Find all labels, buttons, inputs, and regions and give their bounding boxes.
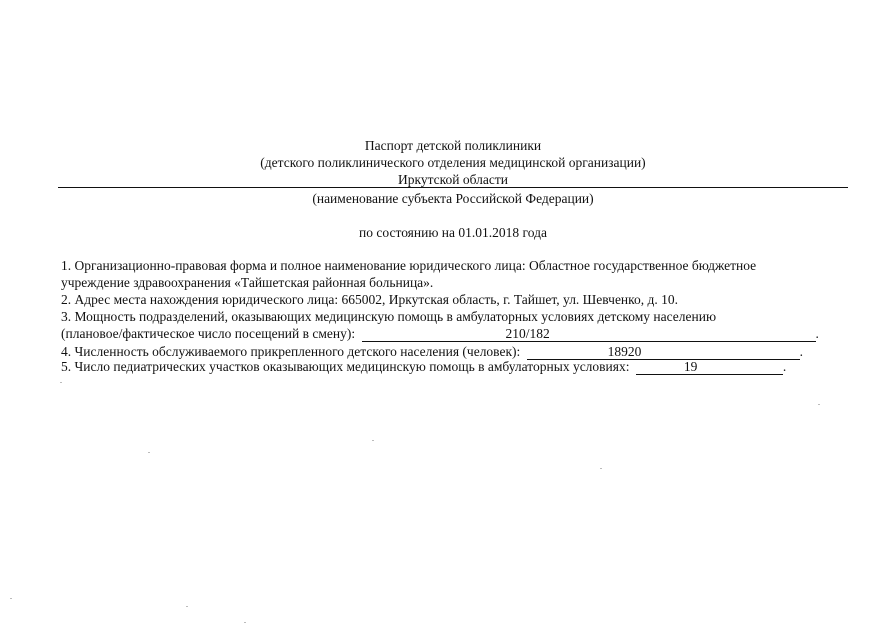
item-5-line (61, 358, 786, 375)
document-subtitle: (детского поликлинического отделения медицинской организации) (260, 155, 646, 170)
region-name: Иркутской области (397, 172, 509, 187)
scan-speck (186, 606, 188, 607)
item-4-value: 18920 (607, 344, 642, 359)
scan-speck (148, 452, 150, 453)
item-3-end-mark: . (815, 326, 819, 341)
item-3-line-1: 3. Мощность подразделений, оказывающих медицинскую помощь в амбулаторных условиях детскому населению (61, 309, 717, 324)
document-title: Паспорт детской поликлиники (364, 138, 542, 153)
as-of-date: по состоянию на 01.01.2018 года (359, 225, 547, 240)
scan-speck (372, 440, 374, 441)
item-3-line-2 (61, 325, 819, 342)
item-3-label: (плановое/фактическое число посещений в смену): (61, 326, 356, 341)
item-3-value: 210/182 (505, 326, 550, 341)
item-1-line-1: 1. Организационно-правовая форма и полное наименование юридического лица: Областное государственное бюджетное (61, 258, 757, 273)
item-5-fill-line (636, 360, 783, 375)
item-1-line-2: учреждение здравоохранения «Тайшетская районная больница». (61, 275, 434, 290)
scan-speck (60, 382, 62, 383)
scan-speck (818, 404, 820, 405)
region-underline (58, 187, 848, 188)
scan-speck (244, 622, 246, 623)
item-3-fill-line (362, 327, 816, 342)
item-5-label: 5. Число педиатрических участков оказывающих медицинскую помощь в амбулаторных условиях: (61, 359, 630, 374)
scan-speck (600, 468, 602, 469)
item-5-value: 19 (683, 359, 698, 374)
item-4-label: 4. Численность обслуживаемого прикрепленного детского населения (человек): (61, 344, 521, 359)
region-caption: (наименование субъекта Российской Федерации) (312, 191, 594, 206)
scan-speck (10, 598, 12, 599)
item-2-address: 2. Адрес места нахождения юридического лица: 665002, Иркутская область, г. Тайшет, ул. Шевченко, д. 10. (61, 292, 679, 307)
item-5-end-mark: . (782, 359, 787, 374)
item-4-end-mark: . (799, 344, 804, 359)
